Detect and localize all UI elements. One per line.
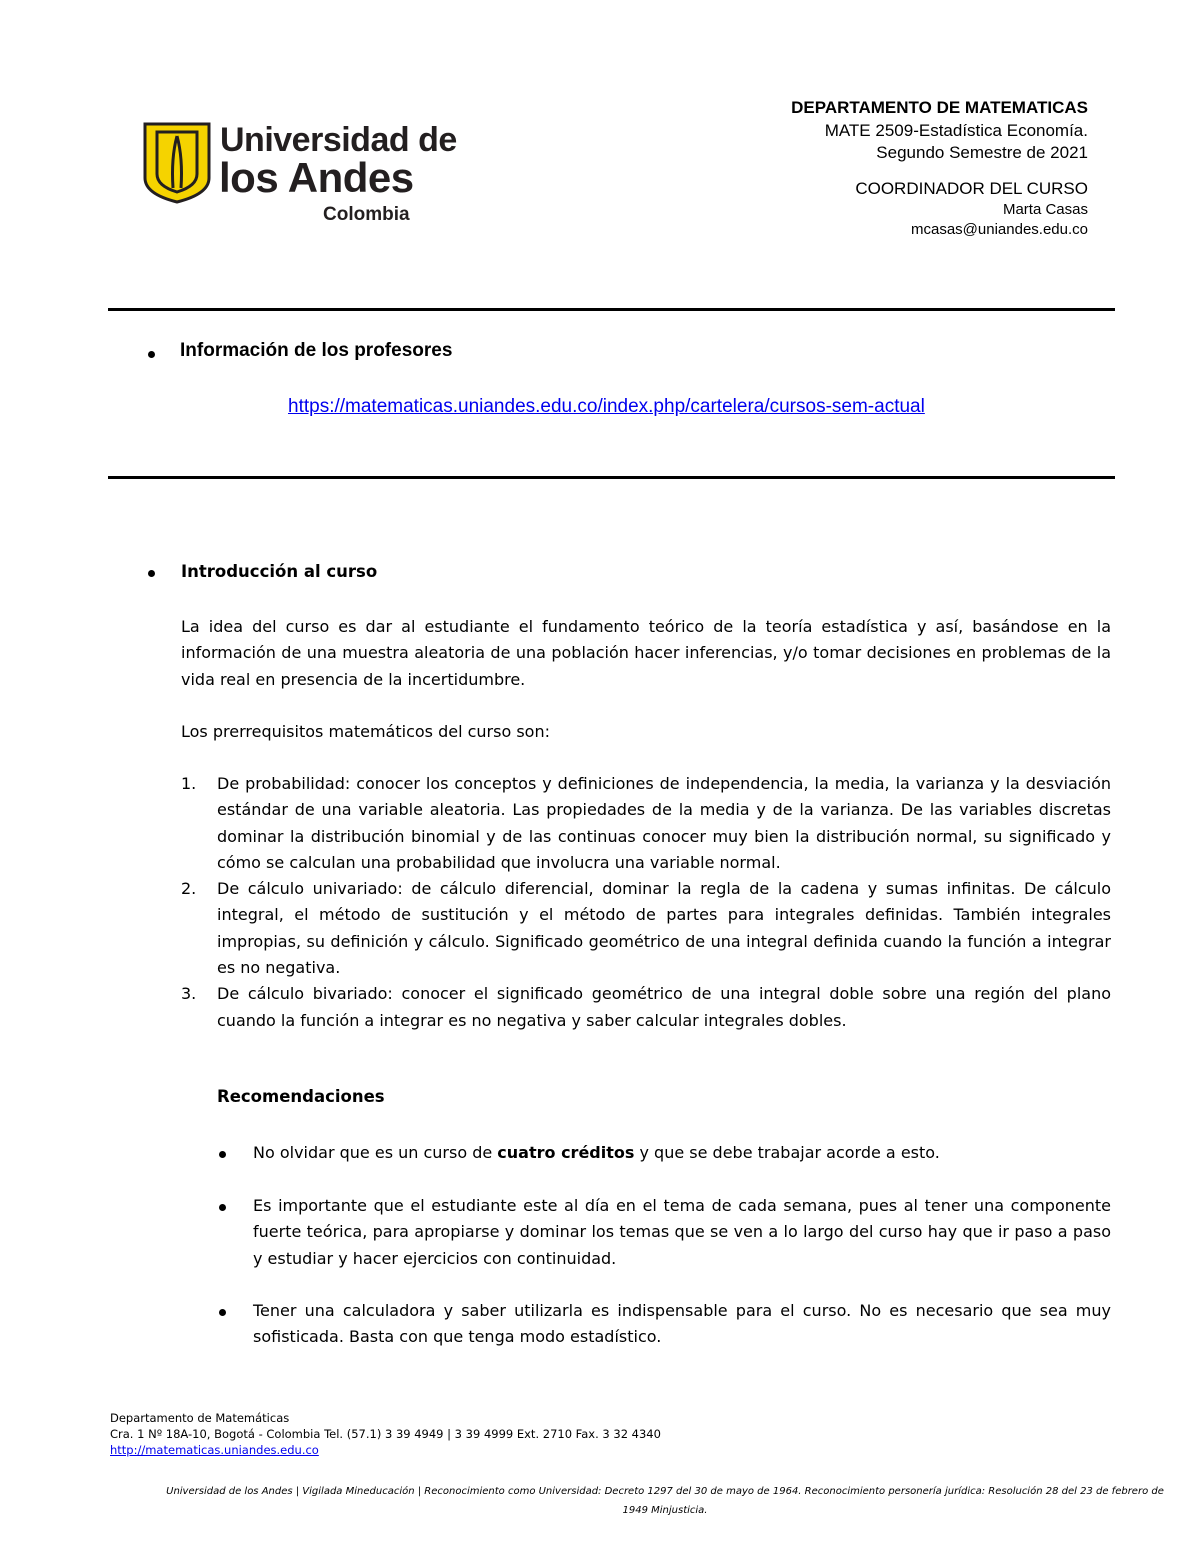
logo-text-line2: los Andes: [219, 154, 414, 201]
bullet-icon: [148, 351, 155, 358]
footer-address: Cra. 1 Nº 18A-10, Bogotá - Colombia Tel. (57.1) 3 39 4949 | 3 39 4999 Ext. 2710 Fax. 3 32 4340: [110, 1427, 661, 1441]
bullet-icon: [219, 1151, 226, 1158]
coordinator-name: Marta Casas: [1002, 201, 1088, 218]
list-item-text: De cálculo univariado: de cálculo diferencial, dominar la regla de la cadena y sumas infinitas. De cálculo integral, el método de sustitución y el método de partes para integrales definidas. También integrales impropias, su definición y cálculo. Significado geométrico de una integral definida cuando la función a integrar es no negativa.: [217, 879, 1111, 978]
department-name: DEPARTAMENTO DE MATEMATICAS: [791, 98, 1088, 117]
prereq-intro: Los prerrequisitos matemáticos del curso son:: [181, 722, 550, 741]
list-number: 2.: [181, 879, 197, 899]
emphasis-text: cuatro créditos: [497, 1143, 635, 1162]
footer-contact: [110, 1410, 661, 1458]
bullet-icon: [219, 1309, 226, 1316]
list-number: 3.: [181, 984, 197, 1004]
professors-section-title: Información de los profesores: [180, 340, 453, 361]
footer-website-link[interactable]: http://matematicas.uniandes.edu.co: [110, 1443, 319, 1457]
university-logo: [143, 121, 457, 232]
intro-section-title: Introducción al curso: [181, 562, 378, 581]
list-number: 1.: [181, 774, 197, 793]
course-name: MATE 2509-Estadística Economía.: [824, 121, 1088, 140]
list-item: [181, 876, 1111, 981]
divider-middle: [108, 476, 1115, 479]
shield-logo-icon: [143, 122, 211, 204]
list-item-text: De probabilidad: conocer los conceptos y definiciones de independencia, la media, la varianza y la desviación estándar de una variable aleatoria. Las propiedades de la media y de la varianza. De las variables discretas dominar la distribución binomial y de las continuas conocer muy bien la distribución normal, su significado y cómo se calculan una probabilidad que involucra una variable normal.: [217, 774, 1111, 872]
divider-top: [108, 308, 1115, 311]
bullet-icon: [148, 570, 155, 577]
professors-link[interactable]: https://matematicas.uniandes.edu.co/index.php/cartelera/cursos-sem-actual: [288, 396, 925, 417]
logo-text-line3: Colombia: [323, 204, 410, 225]
list-item: [181, 981, 1111, 1034]
list-item: [181, 771, 1111, 876]
semester: Segundo Semestre de 2021: [876, 143, 1088, 162]
intro-paragraph: La idea del curso es dar al estudiante el fundamento teórico de la teoría estadística y así, basándose en la información de una muestra aleatoria de una población hacer inferencias, y/o tomar decisiones en problemas de la vida real en presencia de la incertidumbre.: [181, 617, 1111, 689]
coordinator-email: mcasas@uniandes.edu.co: [911, 221, 1088, 238]
footer-legal: Universidad de los Andes | Vigilada Mineducación | Reconocimiento como Universidad: Decreto 1297 del 30 de mayo de 1964. Reconocimiento personería jurídica: Resolución 28 del 23 de febrero de 1949 Minjusticia.: [166, 1486, 1164, 1516]
bullet-icon: [219, 1204, 226, 1211]
recommendation-item: Es importante que el estudiante este al día en el tema de cada semana, pues al tener una componente fuerte teórica, para apropiarse y dominar los temas que se ven a lo largo del curso hay que ir paso a paso y estudiar y hacer ejercicios con continuidad.: [253, 1196, 1111, 1268]
recommendations-title: Recomendaciones: [217, 1087, 385, 1106]
prereq-list: [181, 771, 1111, 1034]
coordinator-label: COORDINADOR DEL CURSO: [855, 179, 1088, 198]
recommendation-item: Tener una calculadora y saber utilizarla es indispensable para el curso. No es necesario que sea muy sofisticada. Basta con que tenga modo estadístico.: [253, 1301, 1111, 1347]
footer-dept: Departamento de Matemáticas: [110, 1411, 290, 1425]
recommendation-item: No olvidar que es un curso de cuatro créditos y que se debe trabajar acorde a esto.: [253, 1143, 940, 1162]
course-header: [791, 96, 1088, 240]
logo-text-line1: Universidad de: [220, 121, 457, 159]
list-item-text: De cálculo bivariado: conocer el significado geométrico de una integral doble sobre una región del plano cuando la función a integrar es no negativa y saber calcular integrales dobles.: [217, 984, 1111, 1030]
